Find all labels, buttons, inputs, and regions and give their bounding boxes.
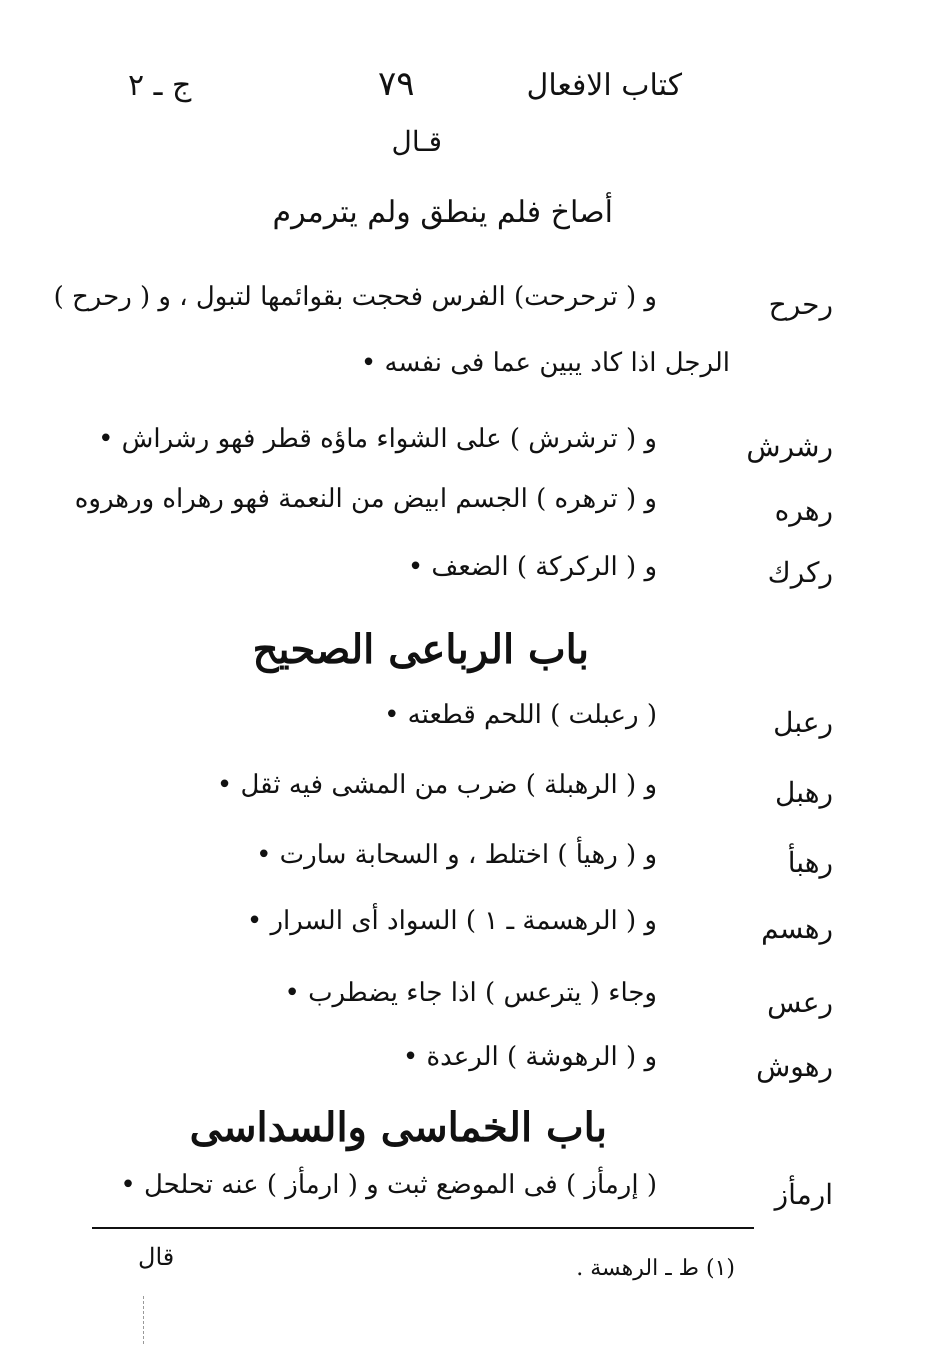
entry-root: رحرح [768, 288, 833, 321]
entry-row [0, 424, 925, 474]
volume-marker: ج ـ ٢ [128, 68, 192, 103]
entry-row [0, 1170, 925, 1220]
margin-mark [143, 1296, 144, 1344]
entry-definition: و ( ترهره ) الجسم ابيض من النعمة فهو رهراه ورهروه [74, 484, 657, 514]
entry-row [0, 700, 925, 750]
entry-root: رهبأ [787, 846, 833, 879]
entry-definition: ( رعبلت ) اللحم قطعته • [384, 700, 657, 730]
entry-row [0, 906, 925, 956]
entry-root: رشرش [746, 430, 833, 463]
entry-row [0, 840, 925, 890]
section-heading: باب الخماسى والسداسى [189, 1104, 607, 1151]
entry-root: رهره [774, 494, 833, 527]
entry-root: رعبل [773, 706, 833, 739]
page-number: ٧٩ [378, 64, 415, 104]
catchword: قال [138, 1243, 175, 1271]
entry-definition: و ( الركركة ) الضعف • [407, 552, 657, 582]
section-heading: باب الرباعى الصحيح [252, 626, 589, 673]
entry-definition: و ( الرهبلة ) ضرب من المشى فيه ثقل • [216, 770, 657, 800]
entry-root: رهوش [756, 1050, 833, 1083]
entry-definition: و ( ترشرش ) على الشواء ماؤه قطر فهو رشراش • [98, 424, 657, 454]
entry-definition: وجاء ( يترعس ) اذا جاء يضطرب • [284, 978, 657, 1008]
entry-row [0, 552, 925, 602]
entry-root: رعس [767, 986, 833, 1019]
entry-row [0, 770, 925, 820]
entry-row [0, 484, 925, 534]
entry-root: ركرك [767, 556, 833, 589]
footnote-rule [92, 1227, 754, 1229]
entry-root: رهبل [775, 776, 833, 809]
entry-continuation: الرجل اذا كاد يبين عما فى نفسه • [360, 348, 730, 378]
entry-definition: ( إرمأز ) فى الموضع ثبت و ( ارمأز ) عنه تحلحل • [120, 1170, 657, 1200]
entry-root: رهسم [761, 912, 833, 945]
entry-row [0, 282, 925, 332]
entry-definition: و ( الرهوشة ) الرعدة • [402, 1042, 657, 1072]
entry-row [0, 1042, 925, 1092]
verse-line: أصاخ فلم ينطق ولم يترمرم [272, 195, 613, 230]
entry-root: ارمأز [774, 1178, 833, 1211]
footnote: (١) ط ـ الرهسة . [576, 1256, 735, 1281]
entry-definition: و ( الرهسمة ـ ١ ) السواد أى السرار • [246, 906, 657, 936]
entry-definition: و ( رهيأ ) اختلط ، و السحابة سارت • [256, 840, 657, 870]
running-title: كتاب الافعال [526, 68, 682, 103]
entry-row [0, 978, 925, 1028]
entry-definition: و ( ترحرحت) الفرس فحجت بقوائمها لتبول ، و ( رحرح ) [53, 282, 657, 312]
verse-intro: قـال [391, 125, 442, 158]
